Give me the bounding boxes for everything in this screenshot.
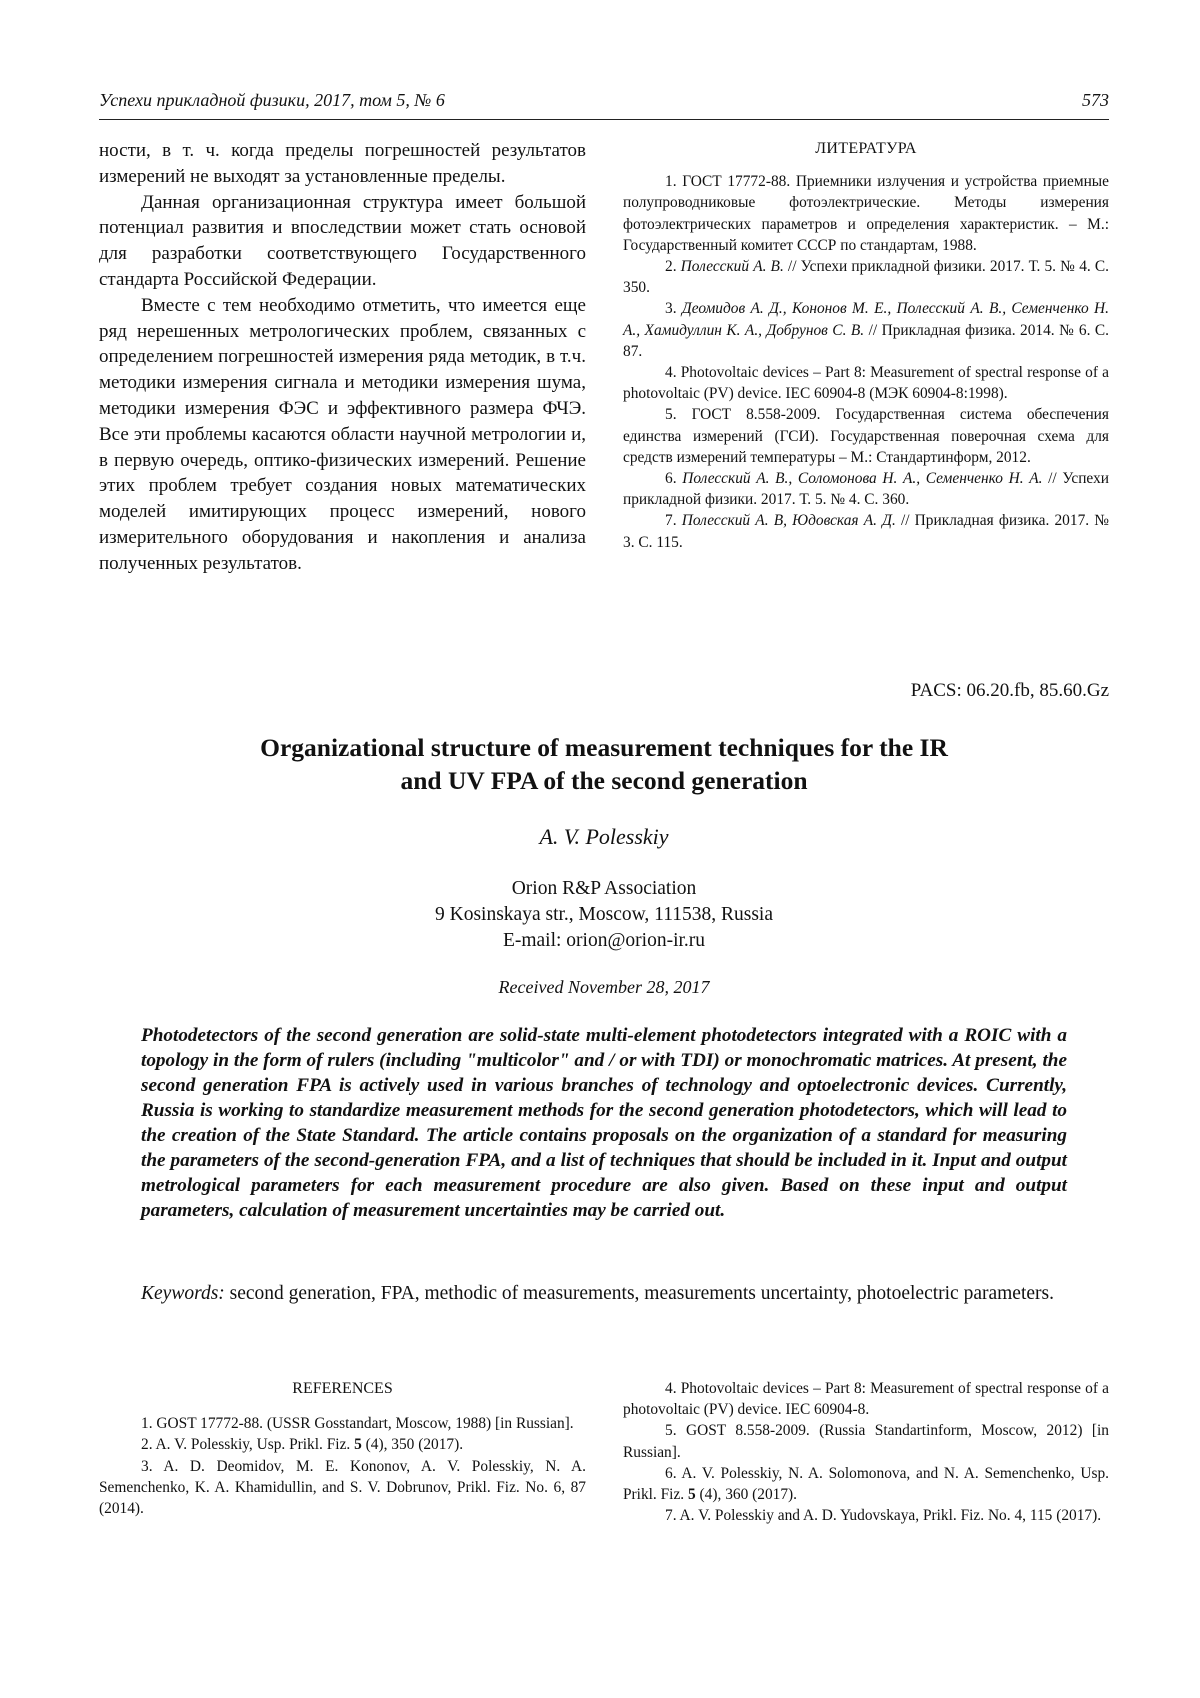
ref-text: Photovoltaic devices – Part 8: Measurement of spectral response of a photovoltaic (PV) device. IEC 60904-8 (МЭК 60904-8:1998). — [623, 364, 1110, 403]
ref-volume: 5 — [354, 1436, 362, 1454]
affiliation-address: 9 Kosinskaya str., Moscow, 111538, Russia — [435, 904, 773, 925]
affiliation-org: Orion R&P Association — [511, 878, 697, 899]
running-head — [99, 90, 1109, 120]
title-line: Organizational structure of measurement techniques for the IR — [260, 733, 948, 762]
article-title — [99, 731, 1109, 797]
ref-text: // Успехи прикладной физики. 2017. Т. 5. № 4. С. 360. — [623, 470, 1109, 509]
reference-item — [623, 256, 1109, 298]
ref-number: 4. — [665, 364, 677, 382]
left-column-text — [99, 138, 586, 577]
ref-volume: 5 — [688, 1486, 696, 1504]
ref-number: 5. — [665, 1422, 677, 1440]
ref-number: 6. — [665, 470, 677, 488]
ref-number: 4. — [665, 1380, 677, 1397]
reference-item — [99, 1456, 586, 1520]
references-en-left — [99, 1378, 586, 1519]
reference-item — [99, 1413, 586, 1434]
reference-item — [99, 1434, 586, 1455]
ref-number: 5. — [665, 406, 677, 424]
paragraph: ности, в т. ч. когда пределы погрешностей результатов измерений не выходят за установленные пределы. — [99, 140, 586, 187]
ref-number: 3. — [141, 1457, 153, 1475]
reference-item — [623, 1505, 1109, 1526]
author-name: A. V. Polesskiy — [539, 824, 669, 849]
ref-text: A. V. Polesskiy, N. A. Solomonova, and N. A. Semenchenko, Usp. Prikl. Fiz. — [623, 1464, 1109, 1504]
page-number: 573 — [1082, 90, 1109, 110]
ref-text: // Прикладная физика. 2014. № 6. С. 87. — [623, 321, 1109, 360]
ref-text: A. V. Polesskiy and A. D. Yudovskaya, Prikl. Fiz. No. 4, 115 (2017). — [679, 1507, 1102, 1525]
ref-text: A. D. Deomidov, M. E. Kononov, A. V. Polesskiy, N. A. Semenchenko, K. A. Khamidullin, and S. V. Dobrunov, Prikl. Fiz. No. 6, 87 (2014). — [99, 1457, 586, 1518]
ref-text: // Успехи прикладной физики. 2017. Т. 5. № 4. С. 350. — [623, 258, 1109, 297]
ref-number: 7. — [665, 1507, 677, 1525]
ref-authors: Полесский А. В. — [680, 258, 784, 276]
ref-text: A. V. Polesskiy, Usp. Prikl. Fiz. — [155, 1436, 355, 1454]
ref-number: 3. — [665, 300, 677, 318]
pacs-codes: PACS: 06.20.fb, 85.60.Gz — [910, 680, 1109, 701]
reference-item — [623, 1463, 1109, 1505]
keywords-label: Keywords: — [141, 1283, 225, 1304]
affiliation-email: E-mail: orion@orion-ir.ru — [502, 930, 706, 951]
abstract: Photodetectors of the second generation are solid-state multi-element photodetectors integrated with a ROIC with a topology in the form of rulers (including "multicolor" and / or with TDI) or monochromatic matrices. At present, the second generation FPA is actively used in various branches of technology and optoelectronic devices. Currently, Russia is working to standardize measurement methods for the second generation photodetectors, which will lead to the creation of the State Standard. The article contains proposals on the organization of a standard for measuring the parameters of the second-generation FPA, and a list of techniques that should be included in it. Input and output metrological parameters for each measurement procedure are also given. Based on these input and output parameters, calculation of measurement uncertainties may be carried out. — [141, 1025, 1067, 1221]
ref-authors: Полесский А. В., Соломонова Н. А., Семенченко Н. А. — [682, 470, 1043, 488]
references-heading: REFERENCES — [292, 1380, 393, 1397]
ref-number: 1. — [141, 1415, 153, 1433]
ref-authors: Полесский А. В, Юдовская А. Д. — [681, 512, 896, 530]
paragraph: Данная организационная структура имеет большой потенциал развития и впоследствии может стать основой для разработки соответствующего Государственного стандарта Российской Федерации. — [99, 191, 586, 290]
ref-number: 2. — [141, 1436, 153, 1454]
title-line: and UV FPA of the second generation — [400, 766, 808, 795]
ref-text: // Прикладная физика. 2017. № 3. С. 115. — [623, 512, 1109, 551]
reference-item — [623, 468, 1109, 510]
ref-text: ГОСТ 8.558-2009. Государственная система обеспечения единства измерений (ГСИ). Государственная поверочная схема для средств измерений температуры – М.: Стандартинформ, 2012. — [623, 406, 1109, 466]
affiliation — [99, 876, 1109, 954]
received-date: Received November 28, 2017 — [498, 977, 710, 997]
reference-item — [623, 171, 1109, 256]
ref-text-tail: (4), 350 (2017). — [361, 1436, 464, 1454]
reference-item — [623, 1420, 1109, 1462]
reference-item — [623, 298, 1109, 362]
paragraph: Вместе с тем необходимо отметить, что имеется еще ряд нерешенных метрологических проблем, связанных с определением погрешностей измерения ряда методик, в т.ч. методики измерения сигнала и методики измерения шума, методики измерения ФЭС и эффективного размера ФЧЭ. Все эти проблемы касаются области научной метрологии и, в первую очередь, оптико-физических измерений. Решение этих проблем требует создания новых математических моделей имитирующих процесс измерений, нового измерительного оборудования и накопления и анализа полученных результатов. — [99, 294, 586, 574]
reference-item — [623, 404, 1109, 468]
literature-heading: ЛИТЕРАТУРА — [815, 140, 917, 157]
ref-text: GOST 8.558-2009. (Russia Standartinform, Moscow, 2012) [in Russian]. — [623, 1422, 1109, 1461]
reference-item — [623, 1378, 1109, 1420]
ref-number: 6. — [665, 1464, 677, 1482]
ref-text: GOST 17772-88. (USSR Gosstandart, Moscow, 1988) [in Russian]. — [156, 1415, 574, 1433]
journal-title: Успехи прикладной физики, 2017, том 5, № 6 — [99, 90, 445, 110]
ref-authors: Деомидов А. Д., Кононов М. Е., Полесский А. В., Семенченко Н. А., Хамидуллин К. А., Добрунов С. В. — [623, 300, 1109, 339]
keywords — [141, 1281, 1067, 1307]
ref-text-tail: (4), 360 (2017). — [695, 1486, 798, 1504]
references-en-right — [623, 1378, 1109, 1526]
literature-ru — [623, 138, 1109, 553]
ref-number: 1. — [665, 173, 677, 191]
ref-number: 7. — [665, 512, 677, 530]
reference-item — [623, 510, 1109, 552]
ref-text: Photovoltaic devices – Part 8: Measurement of spectral response of a photovoltaic (PV) device. IEC 60904-8. — [623, 1380, 1110, 1419]
ref-text: ГОСТ 17772-88. Приемники излучения и устройства приемные полупроводниковые фотоэлектрические. Методы измерения фотоэлектрических параметров и определения характеристик. – М.: Государственный комитет СССР по стандартам, 1988. — [623, 173, 1109, 254]
ref-number: 2. — [665, 258, 677, 276]
keywords-text: second generation, FPA, methodic of measurements, measurements uncertainty, photoelectric parameters. — [224, 1283, 1054, 1304]
reference-item — [623, 362, 1109, 404]
